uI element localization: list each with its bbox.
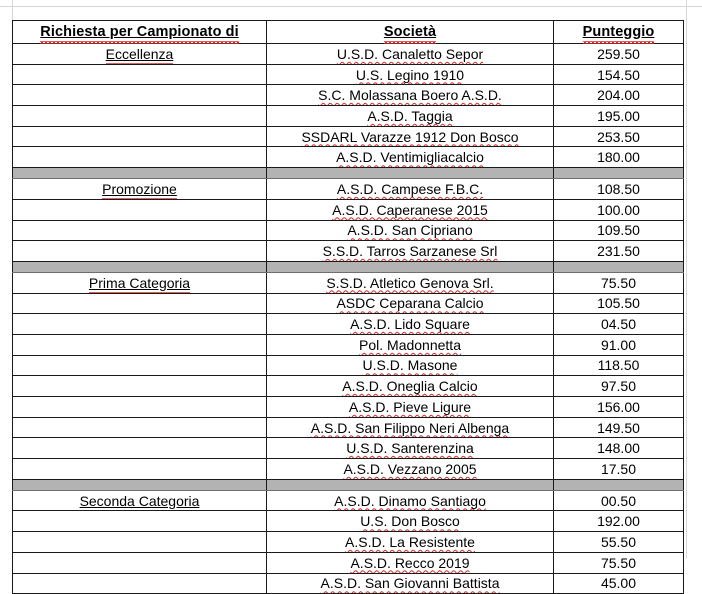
society-name: SSDARL Varazze 1912 Don Bosco [301, 128, 519, 145]
cell-score[interactable] [554, 272, 684, 293]
cell-category[interactable] [13, 147, 267, 168]
score-value: 55.50 [600, 533, 637, 550]
score-value: 149.50 [597, 419, 640, 436]
score-value: 204.00 [597, 87, 640, 104]
cell-score[interactable] [554, 106, 684, 127]
cell-category[interactable] [13, 376, 267, 397]
table-header-row [13, 21, 684, 44]
cell-society[interactable] [267, 85, 554, 106]
cell-society[interactable] [267, 220, 554, 241]
cell-score[interactable] [554, 241, 684, 262]
table-row[interactable] [13, 511, 684, 532]
cell-category[interactable] [13, 199, 267, 220]
society-name: U.S. Legino 1910 [355, 66, 465, 83]
score-value: 75.50 [600, 274, 637, 291]
cell-category[interactable] [13, 272, 267, 293]
score-value: 108.50 [597, 180, 640, 197]
cell-score[interactable] [554, 147, 684, 168]
cell-score[interactable] [554, 490, 684, 511]
table-row[interactable] [13, 376, 684, 397]
cell-category[interactable] [13, 397, 267, 418]
cell-category[interactable] [13, 532, 267, 553]
score-value: 17.50 [600, 460, 637, 477]
table-row[interactable] [13, 490, 684, 511]
score-value: 75.50 [600, 554, 637, 571]
cell-score[interactable] [554, 552, 684, 573]
score-value: 04.50 [600, 316, 637, 333]
column-header-score-label: Punteggio [582, 24, 655, 40]
society-name: A.S.D. Caperanese 2015 [332, 201, 488, 218]
spreadsheet-gridline-horizontal [0, 6, 702, 7]
score-value: 195.00 [597, 107, 640, 124]
cell-category[interactable] [13, 511, 267, 532]
cell-society[interactable] [267, 552, 554, 573]
cell-society[interactable] [267, 355, 554, 376]
cell-score[interactable] [554, 126, 684, 147]
cell-category[interactable] [13, 552, 267, 573]
score-value: 156.00 [597, 398, 640, 415]
table-header [13, 21, 684, 44]
cell-score[interactable] [554, 179, 684, 200]
cell-category[interactable] [13, 241, 267, 262]
cell-score[interactable] [554, 511, 684, 532]
group-separator-cell [267, 261, 554, 272]
table-row[interactable] [13, 147, 684, 168]
column-header-society [267, 21, 554, 44]
cell-score[interactable] [554, 314, 684, 335]
society-name: A.S.D. Dinamo Santiago [334, 492, 486, 509]
score-value: 100.00 [597, 201, 640, 218]
score-value: 91.00 [600, 336, 637, 353]
cell-category[interactable] [13, 355, 267, 376]
group-separator-cell [13, 479, 267, 490]
table-row[interactable] [13, 106, 684, 127]
scores-table-container [12, 20, 683, 594]
cell-society[interactable] [267, 272, 554, 293]
score-value: 154.50 [597, 66, 640, 83]
cell-score[interactable] [554, 293, 684, 314]
cell-score[interactable] [554, 438, 684, 459]
cell-category[interactable] [13, 293, 267, 314]
championship-points-table [12, 20, 684, 594]
table-body [13, 44, 684, 594]
spreadsheet-gridline-vertical-right [686, 0, 687, 558]
column-header-society-label: Società [383, 24, 437, 40]
table-row[interactable] [13, 417, 684, 438]
cell-category[interactable] [13, 438, 267, 459]
cell-score[interactable] [554, 85, 684, 106]
column-header-category-label: Richiesta per Campionato di [40, 24, 239, 40]
table-row[interactable] [13, 552, 684, 573]
table-row[interactable] [13, 573, 684, 594]
cell-society[interactable] [267, 511, 554, 532]
category-label: Promozione [102, 180, 177, 197]
group-separator-cell [554, 261, 684, 272]
society-name: A.S.D. Campese F.B.C. [336, 180, 484, 197]
society-name: A.S.D. Vezzano 2005 [343, 460, 477, 477]
society-name: S.C. Molassana Boero A.S.D. [318, 87, 502, 104]
cell-society[interactable] [267, 126, 554, 147]
cell-category[interactable] [13, 85, 267, 106]
table-row[interactable] [13, 126, 684, 147]
cell-society[interactable] [267, 241, 554, 262]
table-row[interactable] [13, 293, 684, 314]
society-name: U.S.D. Canaletto Sepor [336, 45, 484, 62]
cell-score[interactable] [554, 64, 684, 85]
society-name: A.S.D. Ventimigliacalcio [336, 149, 484, 166]
cell-society[interactable] [267, 106, 554, 127]
score-value: 109.50 [597, 222, 640, 239]
society-name: A.S.D. Lido Square [350, 316, 470, 333]
table-row[interactable] [13, 459, 684, 480]
cell-score[interactable] [554, 397, 684, 418]
cell-score[interactable] [554, 573, 684, 594]
cell-category[interactable] [13, 417, 267, 438]
group-separator-cell [13, 261, 267, 272]
table-row[interactable] [13, 314, 684, 335]
score-value: 148.00 [597, 440, 640, 457]
column-header-score [554, 21, 684, 44]
society-name: A.S.D. La Resistente [345, 533, 475, 550]
group-separator-row [13, 479, 684, 490]
cell-category[interactable] [13, 106, 267, 127]
table-row[interactable] [13, 438, 684, 459]
cell-society[interactable] [267, 417, 554, 438]
table-row[interactable] [13, 220, 684, 241]
society-name: A.S.D. Recco 2019 [350, 554, 470, 571]
table-row[interactable] [13, 85, 684, 106]
cell-society[interactable] [267, 293, 554, 314]
cell-category[interactable] [13, 220, 267, 241]
society-name: A.S.D. Taggia [367, 107, 453, 124]
category-label: Seconda Categoria [79, 492, 200, 509]
cell-society[interactable] [267, 573, 554, 594]
score-value: 259.50 [597, 45, 640, 62]
society-name: S.S.D. Tarros Sarzanese Srl [322, 243, 498, 260]
table-row[interactable] [13, 64, 684, 85]
cell-society[interactable] [267, 397, 554, 418]
cell-score[interactable] [554, 334, 684, 355]
cell-category[interactable] [13, 334, 267, 355]
cell-score[interactable] [554, 532, 684, 553]
cell-score[interactable] [554, 417, 684, 438]
cell-society[interactable] [267, 376, 554, 397]
category-label: Eccellenza [105, 45, 174, 62]
group-separator-row [13, 168, 684, 179]
cell-score[interactable] [554, 220, 684, 241]
cell-category[interactable] [13, 126, 267, 147]
group-separator-row [13, 261, 684, 272]
table-row[interactable] [13, 272, 684, 293]
table-row[interactable] [13, 179, 684, 200]
table-row[interactable] [13, 355, 684, 376]
cell-score[interactable] [554, 376, 684, 397]
table-row[interactable] [13, 334, 684, 355]
cell-category[interactable] [13, 459, 267, 480]
score-value: 97.50 [600, 378, 637, 395]
table-row[interactable] [13, 199, 684, 220]
society-name: A.S.D. Pieve Ligure [348, 398, 472, 415]
cell-society[interactable] [267, 334, 554, 355]
cell-category[interactable] [13, 573, 267, 594]
cell-category[interactable] [13, 44, 267, 65]
group-separator-cell [13, 168, 267, 179]
table-row[interactable] [13, 241, 684, 262]
score-value: 00.50 [600, 492, 637, 509]
group-separator-cell [554, 168, 684, 179]
group-separator-cell [267, 479, 554, 490]
cell-category[interactable] [13, 179, 267, 200]
cell-society[interactable] [267, 532, 554, 553]
cell-society[interactable] [267, 438, 554, 459]
cell-society[interactable] [267, 199, 554, 220]
score-value: 180.00 [597, 149, 640, 166]
cell-category[interactable] [13, 314, 267, 335]
score-value: 118.50 [597, 357, 640, 374]
cell-society[interactable] [267, 64, 554, 85]
cell-category[interactable] [13, 64, 267, 85]
cell-score[interactable] [554, 355, 684, 376]
score-value: 253.50 [597, 128, 640, 145]
society-name: Pol. Madonnetta [359, 336, 461, 353]
cell-category[interactable] [13, 490, 267, 511]
column-header-category [13, 21, 267, 44]
cell-society[interactable] [267, 490, 554, 511]
score-value: 105.50 [597, 295, 640, 312]
society-name: U.S.D. Santerenzina [346, 440, 474, 457]
cell-society[interactable] [267, 314, 554, 335]
society-name: A.S.D. San Giovanni Battista [320, 575, 500, 592]
society-name: U.S. Don Bosco [360, 513, 460, 530]
table-row[interactable] [13, 44, 684, 65]
cell-score[interactable] [554, 459, 684, 480]
table-row[interactable] [13, 532, 684, 553]
society-name: A.S.D. Oneglia Calcio [342, 378, 478, 395]
society-name: ASDC Ceparana Calcio [336, 295, 484, 312]
society-name: A.S.D. San Cipriano [347, 222, 473, 239]
score-value: 231.50 [597, 243, 640, 260]
group-separator-cell [267, 168, 554, 179]
cell-society[interactable] [267, 147, 554, 168]
cell-score[interactable] [554, 44, 684, 65]
score-value: 45.00 [600, 575, 637, 592]
society-name: A.S.D. San Filippo Neri Albenga [310, 419, 510, 436]
society-name: S.S.D. Atletico Genova Srl. [326, 274, 494, 291]
category-label: Prima Categoria [88, 274, 191, 291]
cell-society[interactable] [267, 459, 554, 480]
cell-society[interactable] [267, 44, 554, 65]
score-value: 192.00 [597, 513, 640, 530]
group-separator-cell [554, 479, 684, 490]
cell-society[interactable] [267, 179, 554, 200]
table-row[interactable] [13, 397, 684, 418]
cell-score[interactable] [554, 199, 684, 220]
society-name: U.S.D. Masone [362, 357, 458, 374]
